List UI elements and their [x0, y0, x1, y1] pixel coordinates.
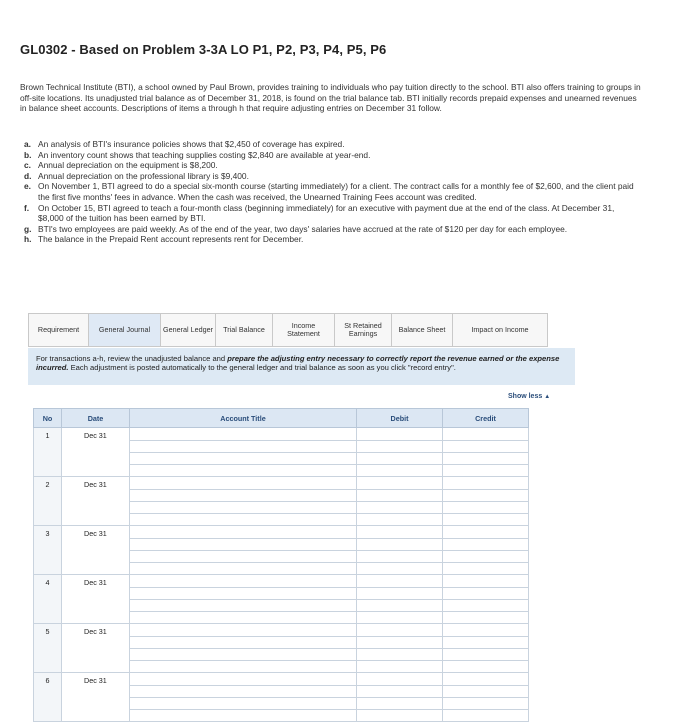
- list-item: d. Annual depreciation on the professional library is $9,400.: [24, 170, 249, 181]
- entry-number: 1: [34, 428, 62, 477]
- credit-cell[interactable]: [443, 575, 529, 588]
- account-title-cell[interactable]: [130, 477, 357, 490]
- table-row: [34, 624, 529, 637]
- account-title-cell[interactable]: [130, 526, 357, 539]
- account-title-cell[interactable]: [130, 649, 357, 661]
- header-credit: Credit: [443, 409, 529, 428]
- tab-income-statement[interactable]: Income Statement: [273, 314, 335, 346]
- debit-cell[interactable]: [357, 477, 443, 490]
- tab-balance-sheet[interactable]: Balance Sheet: [392, 314, 453, 346]
- account-title-cell[interactable]: [130, 698, 357, 710]
- page-title: GL0302 - Based on Problem 3-3A LO P1, P2, P3, P4, P5, P6: [20, 42, 387, 57]
- tab-st-retained-earnings[interactable]: St Retained Earnings: [335, 314, 392, 346]
- credit-cell[interactable]: [443, 453, 529, 465]
- credit-cell[interactable]: [443, 477, 529, 490]
- credit-cell[interactable]: [443, 686, 529, 698]
- credit-cell[interactable]: [443, 490, 529, 502]
- credit-cell[interactable]: [443, 563, 529, 575]
- debit-cell[interactable]: [357, 624, 443, 637]
- header-account-title: Account Title: [130, 409, 357, 428]
- adjustment-items-list: [24, 139, 640, 245]
- debit-cell[interactable]: [357, 698, 443, 710]
- debit-cell[interactable]: [357, 575, 443, 588]
- account-title-cell[interactable]: [130, 588, 357, 600]
- debit-cell[interactable]: [357, 673, 443, 686]
- entry-date: Dec 31: [62, 477, 130, 526]
- entry-date: Dec 31: [62, 428, 130, 477]
- list-item: a. An analysis of BTI's insurance policies shows that $2,450 of coverage has expired.: [24, 139, 345, 149]
- table-row: [34, 428, 529, 441]
- entry-number: 5: [34, 624, 62, 673]
- tab-general-ledger[interactable]: General Ledger: [161, 314, 216, 346]
- account-title-cell[interactable]: [130, 441, 357, 453]
- account-title-cell[interactable]: [130, 465, 357, 477]
- credit-cell[interactable]: [443, 649, 529, 661]
- debit-cell[interactable]: [357, 551, 443, 563]
- account-title-cell[interactable]: [130, 453, 357, 465]
- debit-cell[interactable]: [357, 428, 443, 441]
- header-debit: Debit: [357, 409, 443, 428]
- debit-cell[interactable]: [357, 661, 443, 673]
- debit-cell[interactable]: [357, 588, 443, 600]
- account-title-cell[interactable]: [130, 673, 357, 686]
- header-no: No: [34, 409, 62, 428]
- credit-cell[interactable]: [443, 539, 529, 551]
- account-title-cell[interactable]: [130, 551, 357, 563]
- table-row: [34, 575, 529, 588]
- credit-cell[interactable]: [443, 637, 529, 649]
- tab-general-journal[interactable]: General Journal: [89, 314, 161, 346]
- tab-impact-on-income[interactable]: Impact on Income: [471, 324, 529, 334]
- account-title-cell[interactable]: [130, 575, 357, 588]
- list-item: g. BTI's two employees are paid weekly. As of the end of the year, two days' salaries have accrued at the rate of $120 per day for each employee.: [24, 223, 568, 234]
- debit-cell[interactable]: [357, 465, 443, 477]
- debit-cell[interactable]: [357, 502, 443, 514]
- instruction-box: [28, 348, 575, 385]
- list-item: f. On October 15, BTI agreed to teach a four-month class (beginning immediately) for an executive with payment due at the end of the class. At December 31, $8,000 of the tuition has been earned by BTI.: [24, 202, 615, 224]
- instruction-emphasis: prepare the adjusting entry necessary to correctly report the revenue earned or the expense incurred.: [36, 354, 560, 373]
- debit-cell[interactable]: [357, 539, 443, 551]
- debit-cell[interactable]: [357, 612, 443, 624]
- tab-trial-balance[interactable]: Trial Balance: [216, 314, 273, 346]
- debit-cell[interactable]: [357, 600, 443, 612]
- credit-cell[interactable]: [443, 428, 529, 441]
- entry-number: 4: [34, 575, 62, 624]
- table-header-row: [34, 409, 529, 428]
- credit-cell[interactable]: [443, 673, 529, 686]
- credit-cell[interactable]: [443, 514, 529, 526]
- credit-cell[interactable]: [443, 588, 529, 600]
- account-title-cell[interactable]: [130, 710, 357, 722]
- credit-cell[interactable]: [443, 698, 529, 710]
- problem-intro: Brown Technical Institute (BTI), a school owned by Paul Brown, provides training to individuals who pay tuition directly to the school. BTI also offers training to groups in off-site locations. Its unadjusted trial balance as of December 31, 2018, is found on the trial balance tab. BTI initially records prepaid expenses and unearned revenues in balance sheet accounts. Descriptions of items a through h that require adjusting entries on December 31 follow.: [20, 82, 641, 114]
- tab-bar: [28, 313, 548, 347]
- debit-cell[interactable]: [357, 526, 443, 539]
- credit-cell[interactable]: [443, 661, 529, 673]
- debit-cell[interactable]: [357, 686, 443, 698]
- credit-cell[interactable]: [443, 624, 529, 637]
- debit-cell[interactable]: [357, 637, 443, 649]
- debit-cell[interactable]: [357, 441, 443, 453]
- account-title-cell[interactable]: [130, 686, 357, 698]
- credit-cell[interactable]: [443, 710, 529, 722]
- entry-date: Dec 31: [62, 673, 130, 722]
- account-title-cell[interactable]: [130, 539, 357, 551]
- instruction-text-end: Each adjustment is posted automatically to the general ledger and trial balance as soon as you click "record entry".: [68, 363, 456, 373]
- table-row: [34, 477, 529, 490]
- debit-cell[interactable]: [357, 710, 443, 722]
- list-item: e. On November 1, BTI agreed to do a special six-month course (starting immediately) for a client. The contract calls for a monthly fee of $2,600, and the client paid the first five months' fees in advance. When the cash was received, the Unearned Training Fees account was credited.: [24, 181, 634, 202]
- debit-cell[interactable]: [357, 649, 443, 661]
- credit-cell[interactable]: [443, 551, 529, 563]
- header-date: Date: [62, 409, 130, 428]
- account-title-cell[interactable]: [130, 637, 357, 649]
- credit-cell[interactable]: [443, 502, 529, 514]
- entry-number: 2: [34, 477, 62, 526]
- table-row: [34, 526, 529, 539]
- account-title-cell[interactable]: [130, 612, 357, 624]
- entry-number: 6: [34, 673, 62, 722]
- entry-number: 3: [34, 526, 62, 575]
- account-title-cell[interactable]: [130, 502, 357, 514]
- account-title-cell[interactable]: [130, 600, 357, 612]
- account-title-cell[interactable]: [130, 428, 357, 441]
- credit-cell[interactable]: [443, 612, 529, 624]
- entry-date: Dec 31: [62, 624, 130, 673]
- debit-cell[interactable]: [357, 490, 443, 502]
- account-title-cell[interactable]: [130, 624, 357, 637]
- credit-cell[interactable]: [443, 600, 529, 612]
- list-item: c. Annual depreciation on the equipment is $8,200.: [24, 160, 218, 171]
- table-row: [34, 673, 529, 686]
- instruction-text: For transactions a-h, review the unadjusted balance and: [36, 354, 228, 363]
- show-less-link[interactable]: Show less ▲: [508, 393, 551, 400]
- debit-cell[interactable]: [357, 453, 443, 465]
- account-title-cell[interactable]: [130, 563, 357, 575]
- debit-cell[interactable]: [357, 563, 443, 575]
- journal-entry-table: [33, 408, 529, 722]
- triangle-up-icon: ▲: [544, 394, 551, 400]
- tab-requirement[interactable]: Requirement: [29, 314, 89, 346]
- list-item: h. The balance in the Prepaid Rent account represents rent for December.: [24, 234, 304, 245]
- credit-cell[interactable]: [443, 465, 529, 477]
- account-title-cell[interactable]: [130, 514, 357, 526]
- credit-cell[interactable]: [443, 441, 529, 453]
- list-item: b. An inventory count shows that teaching supplies costing $2,840 are available at year-end.: [24, 149, 371, 160]
- entry-date: Dec 31: [62, 575, 130, 624]
- credit-cell[interactable]: [443, 526, 529, 539]
- account-title-cell[interactable]: [130, 490, 357, 502]
- debit-cell[interactable]: [357, 514, 443, 526]
- account-title-cell[interactable]: [130, 661, 357, 673]
- entry-date: Dec 31: [62, 526, 130, 575]
